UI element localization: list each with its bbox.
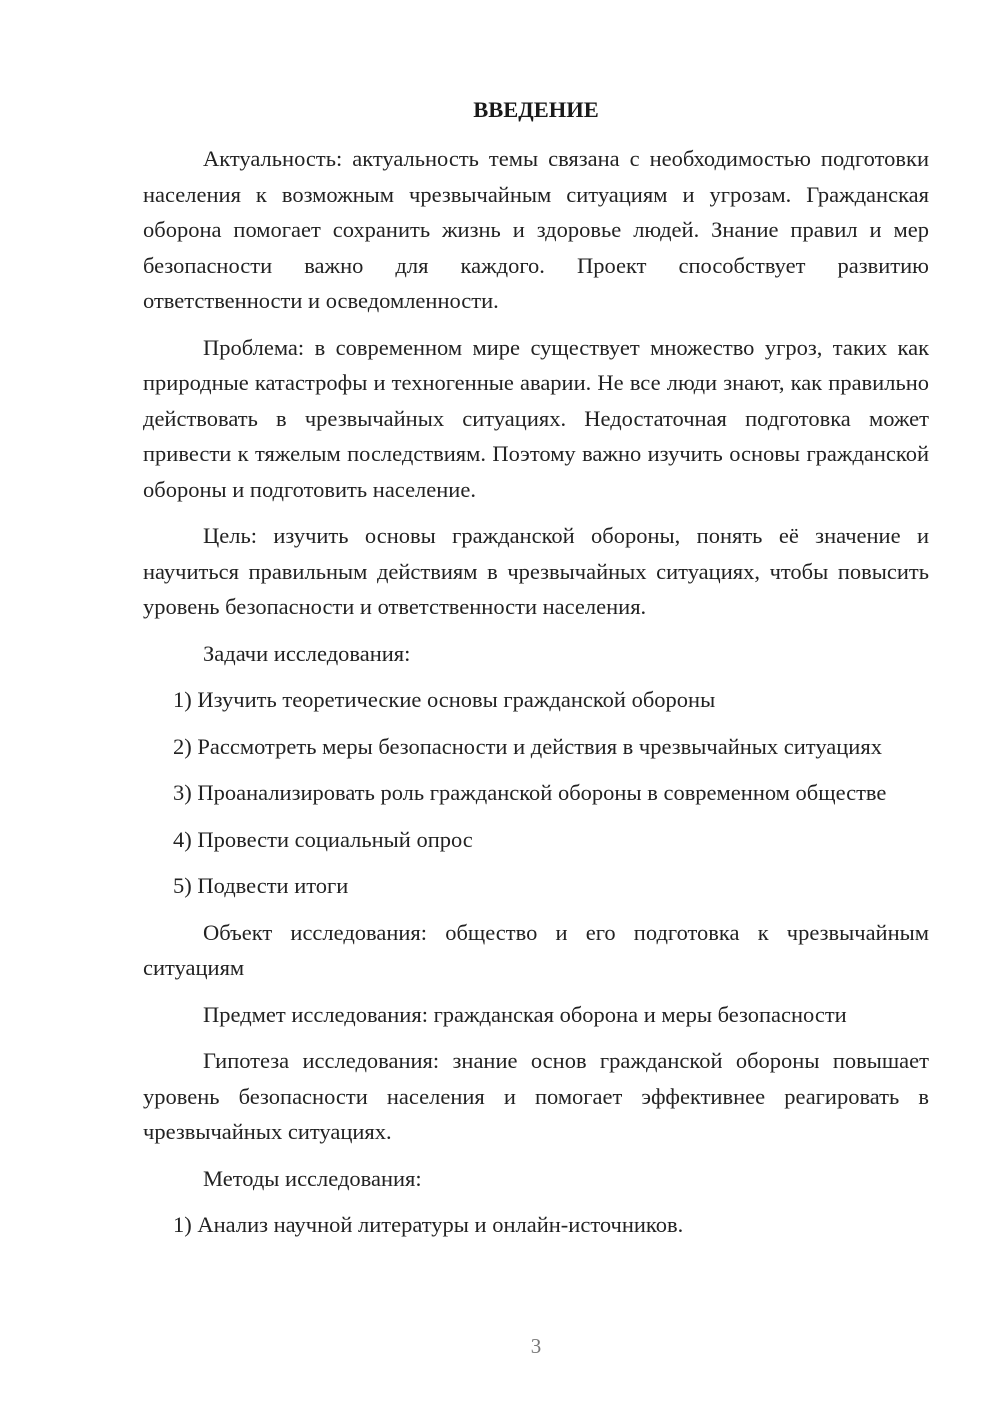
paragraph-object: Объект исследования: общество и его подготовка к чрезвычайным ситуациям	[143, 919, 929, 980]
paragraph-goal: Цель: изучить основы гражданской обороны, понять её значение и научиться правильным действиям в чрезвычайных ситуациях, чтобы повысить уровень безопасности и ответственности населения.	[143, 523, 929, 619]
tasks-heading: Задачи исследования:	[203, 640, 411, 666]
task-item: 3) Проанализировать роль гражданской обороны в современном обществе	[173, 780, 887, 805]
task-item: 2) Рассмотреть меры безопасности и действия в чрезвычайных ситуациях	[173, 733, 882, 759]
paragraph-relevance: Актуальность: актуальность темы связана с необходимостью подготовки населения к возможным чрезвычайным ситуациям и угрозам. Гражданская оборона помогает сохранить жизнь и здоровье людей. Знание правил и мер безопасности важно для каждого. Проект способствует развитию ответственности и осведомленности.	[143, 146, 929, 313]
paragraph-hypothesis: Гипотеза исследования: знание основ гражданской обороны повышает уровень безопасности населения и помогает эффективнее реагировать в чрезвычайных ситуациях.	[143, 1048, 929, 1144]
task-item: 4) Провести социальный опрос	[173, 826, 473, 852]
task-item: 1) Изучить теоретические основы гражданской обороны	[173, 687, 716, 712]
page-number: 3	[530, 1334, 542, 1358]
method-item: 1) Анализ научной литературы и онлайн-источников.	[173, 1212, 684, 1237]
document-body	[143, 141, 929, 1254]
paragraph-subject: Предмет исследования: гражданская оборона и меры безопасности	[203, 1001, 847, 1027]
methods-heading: Методы исследования:	[203, 1165, 422, 1191]
paragraph-problem: Проблема: в современном мире существует множество угроз, таких как природные катастрофы и техногенные аварии. Не все люди знают, как правильно действовать в чрезвычайных ситуациях. Недостаточная подготовка может привести к тяжелым последствиям. Поэтому важно изучить основы гражданской обороны и подготовить население.	[143, 334, 929, 502]
task-item: 5) Подвести итоги	[173, 873, 349, 898]
page-title: ВВЕДЕНИЕ	[473, 97, 599, 122]
